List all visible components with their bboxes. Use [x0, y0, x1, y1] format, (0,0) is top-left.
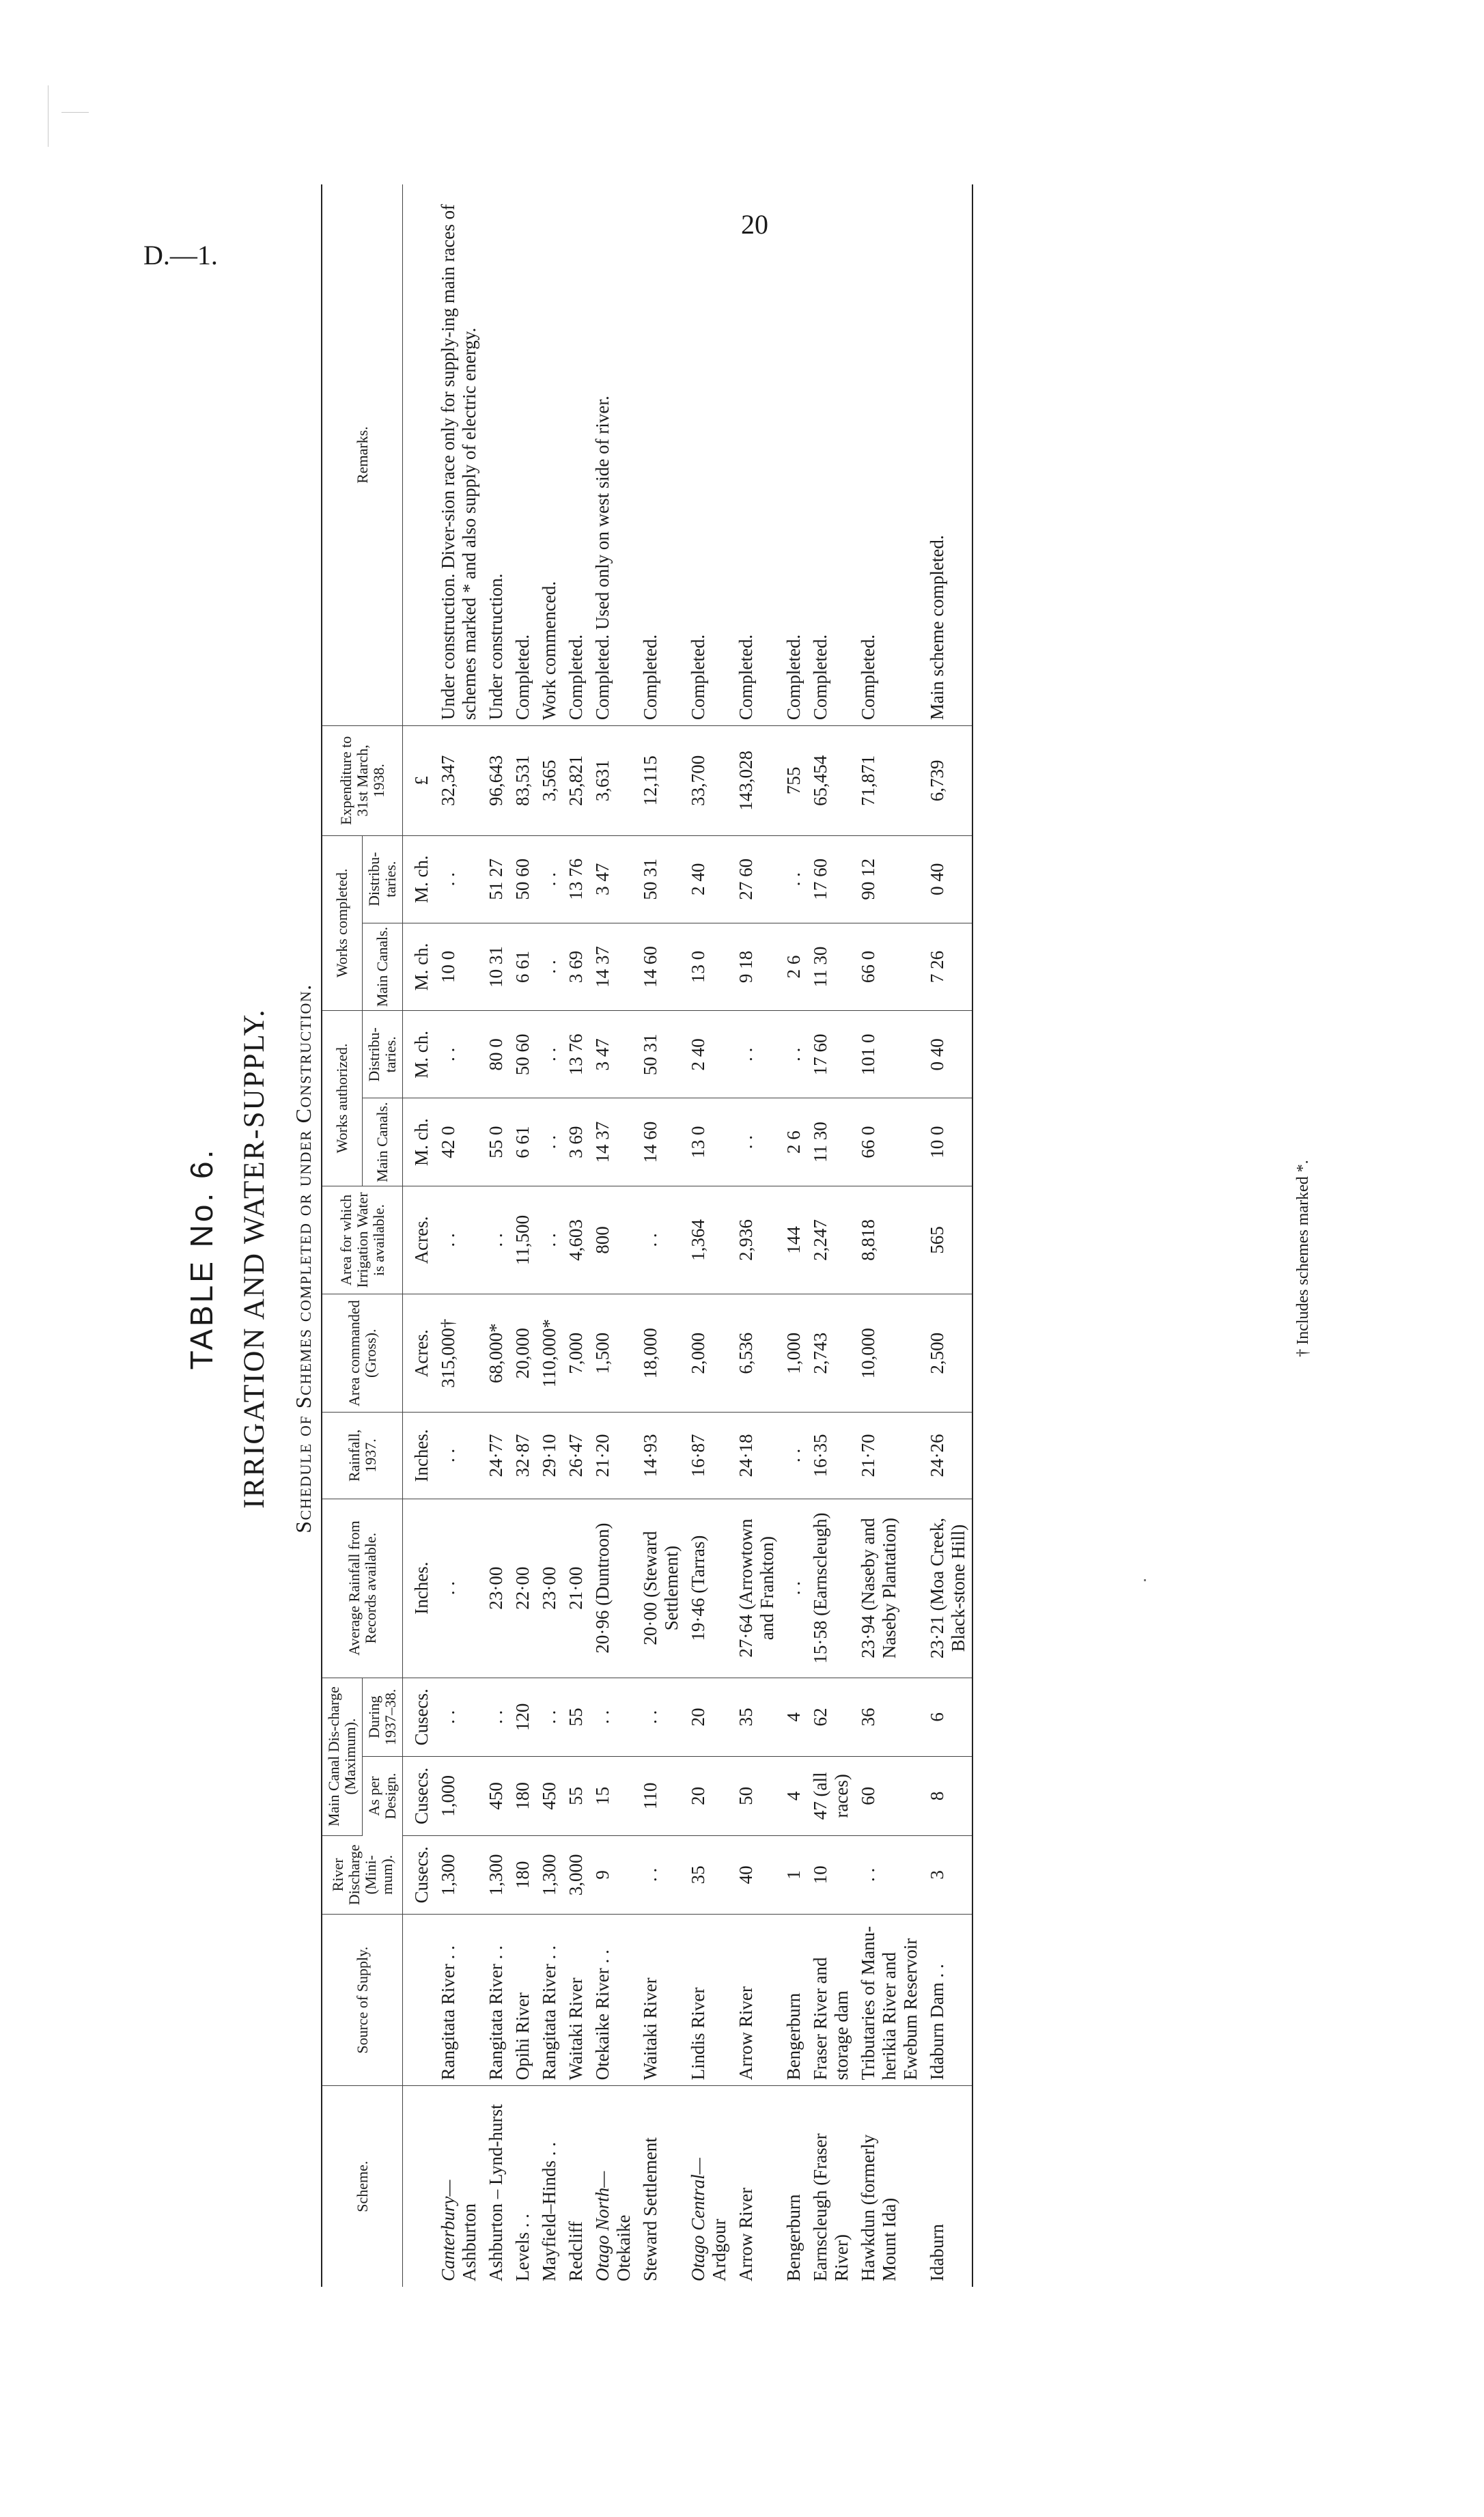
area-commanded-cell: 110,000*	[536, 1294, 563, 1413]
river-discharge-cell: 3,000	[563, 1835, 589, 1915]
remarks-cell: Completed.	[509, 184, 536, 726]
design-discharge-cell: 450	[536, 1757, 563, 1836]
during-discharge-cell: . .	[637, 1678, 685, 1757]
scheme-cell: Hawkdun (formerly Mount Ida)	[858, 2134, 899, 2281]
table-caption: Schedule of Schemes completed or under Construction.	[291, 984, 316, 1533]
table-row	[536, 184, 563, 2287]
scheme-name: Ardgour	[709, 2219, 729, 2281]
average-rainfall-cell: . .	[781, 1499, 807, 1678]
during-discharge-cell: 6	[924, 1678, 972, 1757]
river-discharge-cell: 35	[685, 1835, 733, 1915]
average-rainfall-cell: 23·00	[536, 1499, 563, 1678]
scheme-cell: Redcliff	[565, 2221, 586, 2281]
wc-distributaries-cell: 0 40	[924, 835, 972, 923]
table-row	[589, 184, 637, 2287]
design-discharge-cell: 110	[637, 1757, 685, 1836]
design-discharge-cell: 20	[685, 1757, 733, 1836]
design-discharge-cell: 1,000	[435, 1757, 483, 1836]
col-area-commanded: Area commanded (Gross).	[322, 1294, 403, 1413]
col-wa-distributaries: Distribu-taries.	[363, 1011, 403, 1098]
rainfall-1937-cell: 26·47	[563, 1413, 589, 1499]
area-commanded-cell: 2,500	[924, 1294, 972, 1413]
area-commanded-cell: 315,000†	[435, 1294, 483, 1413]
during-discharge-cell: 55	[563, 1678, 589, 1757]
design-discharge-cell: 8	[924, 1757, 972, 1836]
river-discharge-cell: 3	[924, 1835, 972, 1915]
table-row	[781, 184, 807, 2287]
col-wc-distributaries: Distribu-taries.	[363, 835, 403, 923]
unit-cell: M. ch.	[403, 835, 436, 923]
river-discharge-cell: 1,300	[536, 1835, 563, 1915]
table-row	[637, 184, 685, 2287]
col-expenditure: Expenditure to 31st March, 1938.	[322, 726, 403, 835]
area-commanded-cell: 1,500	[589, 1294, 637, 1413]
scheme-cell: Idaburn	[924, 2086, 972, 2287]
wc-main-cell: 13 0	[685, 923, 733, 1010]
during-discharge-cell: . .	[589, 1678, 637, 1757]
remarks-cell: Under construction. Diver-sion race only for supply-ing main races of schemes marked * and also supply of electric energy.	[435, 184, 483, 726]
rainfall-1937-cell: 21·20	[589, 1413, 637, 1499]
source-cell: Rangitata River . .	[483, 1915, 509, 2086]
area-commanded-cell: 10,000	[855, 1294, 924, 1413]
wc-distributaries-cell: . .	[435, 835, 483, 923]
average-rainfall-cell: 22·00	[509, 1499, 536, 1678]
table-title: TABLE No. 6.	[184, 1147, 219, 1370]
during-discharge-cell: 62	[807, 1678, 855, 1757]
remarks-cell: Completed.	[807, 184, 855, 726]
area-commanded-cell: 2,000	[685, 1294, 733, 1413]
footnote: † Includes schemes marked *.	[1294, 1160, 1312, 1357]
expenditure-cell: 3,631	[589, 726, 637, 835]
scheme-name: Ashburton	[459, 2203, 479, 2281]
wc-distributaries-cell: 50 31	[637, 835, 685, 923]
col-river-discharge: River Discharge (Mini-mum).	[322, 1835, 403, 1915]
wa-main-cell: 2 6	[781, 1098, 807, 1186]
source-cell: Opihi River	[509, 1915, 536, 2086]
rainfall-1937-cell: 24·26	[924, 1413, 972, 1499]
col-remarks: Remarks.	[322, 184, 403, 726]
scheme-name: Otekaike	[613, 2214, 634, 2281]
river-discharge-cell: 1	[781, 1835, 807, 1915]
col-wa-main-canals: Main Canals.	[363, 1098, 403, 1186]
unit-cell: Inches.	[403, 1499, 436, 1678]
wc-distributaries-cell: 90 12	[855, 835, 924, 923]
rainfall-1937-cell: 14·93	[637, 1413, 685, 1499]
expenditure-cell: 83,531	[509, 726, 536, 835]
expenditure-cell: 96,643	[483, 726, 509, 835]
area-irrigation-cell: 2,936	[733, 1186, 781, 1294]
wc-distributaries-cell: 2 40	[685, 835, 733, 923]
wa-distributaries-cell: 50 60	[509, 1011, 536, 1098]
wa-distributaries-cell: . .	[733, 1011, 781, 1098]
scheme-cell	[435, 2086, 483, 2287]
col-source: Source of Supply.	[322, 1915, 403, 2086]
wa-main-cell: 3 69	[563, 1098, 589, 1186]
wc-distributaries-cell: . .	[536, 835, 563, 923]
average-rainfall-cell: 23·21 (Moa Creek, Black-stone Hill)	[924, 1499, 972, 1678]
wa-main-cell: . .	[733, 1098, 781, 1186]
wa-main-cell: 11 30	[807, 1098, 855, 1186]
area-irrigation-cell: 2,247	[807, 1186, 855, 1294]
area-irrigation-cell: 11,500	[509, 1186, 536, 1294]
rainfall-1937-cell: 21·70	[855, 1413, 924, 1499]
remarks-cell: Under construction.	[483, 184, 509, 726]
rainfall-1937-cell: 24·77	[483, 1413, 509, 1499]
area-commanded-cell: 18,000	[637, 1294, 685, 1413]
expenditure-cell: 25,821	[563, 726, 589, 835]
unit-cell: Cusecs.	[403, 1835, 436, 1915]
scheme-cell: Mayfield–Hinds . .	[539, 2142, 559, 2281]
remarks-cell: Completed.	[685, 184, 733, 726]
design-discharge-cell: 450	[483, 1757, 509, 1836]
col-average-rainfall: Average Rainfall from Records available.	[322, 1499, 403, 1678]
river-discharge-cell: 1,300	[483, 1835, 509, 1915]
scheme-cell: Bengerburn	[783, 2194, 804, 2281]
scheme-cell	[589, 2086, 637, 2287]
scheme-cell: Steward Settlement	[640, 2137, 660, 2281]
river-discharge-cell: 180	[509, 1835, 536, 1915]
col-works-completed: Works completed.	[322, 835, 363, 1011]
wa-distributaries-cell: . .	[435, 1011, 483, 1098]
during-discharge-cell: 20	[685, 1678, 733, 1757]
region-label: Otago Central—	[688, 2158, 708, 2281]
wa-main-cell: 55 0	[483, 1098, 509, 1186]
area-irrigation-cell: . .	[536, 1186, 563, 1294]
wc-distributaries-cell: 3 47	[589, 835, 637, 923]
rainfall-1937-cell: 32·87	[509, 1413, 536, 1499]
wa-main-cell: 13 0	[685, 1098, 733, 1186]
average-rainfall-cell: 20·96 (Duntroon)	[589, 1499, 637, 1678]
col-during-1937-38: During 1937–38.	[363, 1678, 403, 1757]
expenditure-cell: 12,115	[637, 726, 685, 835]
table-row	[563, 184, 589, 2287]
table-row	[855, 184, 924, 2287]
design-discharge-cell: 47 (all races)	[807, 1757, 855, 1836]
wc-distributaries-cell: 50 60	[509, 835, 536, 923]
river-discharge-cell: 40	[733, 1835, 781, 1915]
source-cell: Rangitata River . .	[435, 1915, 483, 2086]
unit-cell: M. ch.	[403, 1011, 436, 1098]
col-scheme: Scheme.	[322, 2086, 403, 2287]
col-area-irrigation: Area for which Irrigation Water is available.	[322, 1186, 403, 1294]
average-rainfall-cell: . .	[435, 1499, 483, 1678]
table-row	[483, 184, 509, 2287]
average-rainfall-cell: 23·00	[483, 1499, 509, 1678]
wa-main-cell: 42 0	[435, 1098, 483, 1186]
col-rainfall-1937: Rainfall, 1937.	[322, 1413, 403, 1499]
table-row	[924, 184, 972, 2287]
scan-mark	[61, 112, 89, 113]
scheme-cell: Arrow River	[736, 2187, 756, 2281]
page-code: D.—1.	[143, 240, 218, 270]
wc-distributaries-cell: . .	[781, 835, 807, 923]
table-row	[807, 184, 855, 2287]
area-commanded-cell: 68,000*	[483, 1294, 509, 1413]
table-subtitle: IRRIGATION AND WATER-SUPPLY.	[238, 1008, 270, 1509]
area-irrigation-cell: 4,603	[563, 1186, 589, 1294]
wc-distributaries-cell: 13 76	[563, 835, 589, 923]
average-rainfall-cell: 15·58 (Earnscleugh)	[807, 1499, 855, 1678]
wc-main-cell: 14 37	[589, 923, 637, 1010]
wa-main-cell: 66 0	[855, 1098, 924, 1186]
remarks-cell: Completed.	[733, 184, 781, 726]
table-row	[435, 184, 483, 2287]
river-discharge-cell: . .	[855, 1835, 924, 1915]
river-discharge-cell: 1,300	[435, 1835, 483, 1915]
wa-distributaries-cell: . .	[536, 1011, 563, 1098]
remarks-cell: Completed. Used only on west side of river.	[589, 184, 637, 726]
rainfall-1937-cell: . .	[435, 1413, 483, 1499]
during-discharge-cell: . .	[536, 1678, 563, 1757]
river-discharge-cell: 10	[807, 1835, 855, 1915]
remarks-cell: Work commenced.	[536, 184, 563, 726]
scheme-cell: Levels . .	[512, 2214, 533, 2281]
wc-main-cell: 10 0	[435, 923, 483, 1010]
scheme-cell	[685, 2086, 733, 2287]
wa-distributaries-cell: 101 0	[855, 1011, 924, 1098]
expenditure-cell: 33,700	[685, 726, 733, 835]
scheme-cell: Earnscleugh (Fraser River)	[810, 2133, 852, 2281]
source-cell: Waitaki River	[563, 1915, 589, 2086]
wa-distributaries-cell: 80 0	[483, 1011, 509, 1098]
river-discharge-cell: . .	[637, 1835, 685, 1915]
col-as-per-design: As per Design.	[363, 1757, 403, 1836]
design-discharge-cell: 60	[855, 1757, 924, 1836]
source-cell: Bengerburn	[781, 1915, 807, 2086]
col-works-authorized: Works authorized.	[322, 1011, 363, 1186]
wc-main-cell: 11 30	[807, 923, 855, 1010]
wc-main-cell: 14 60	[637, 923, 685, 1010]
source-cell: Waitaki River	[637, 1915, 685, 2086]
during-discharge-cell: 35	[733, 1678, 781, 1757]
units-row	[403, 184, 436, 2287]
expenditure-cell: 32,347	[435, 726, 483, 835]
area-commanded-cell: 7,000	[563, 1294, 589, 1413]
average-rainfall-cell: 23·94 (Naseby and Naseby Plantation)	[855, 1499, 924, 1678]
source-cell: Otekaike River . .	[589, 1915, 637, 2086]
area-commanded-cell: 1,000	[781, 1294, 807, 1413]
expenditure-cell: 3,565	[536, 726, 563, 835]
table-row	[509, 184, 536, 2287]
wc-main-cell: 7 26	[924, 923, 972, 1010]
wa-distributaries-cell: 0 40	[924, 1011, 972, 1098]
during-discharge-cell: 36	[855, 1678, 924, 1757]
scan-mark	[1144, 1579, 1146, 1581]
area-irrigation-cell: 565	[924, 1186, 972, 1294]
during-discharge-cell: . .	[483, 1678, 509, 1757]
unit-cell: Cusecs.	[403, 1678, 436, 1757]
remarks-cell: Main scheme completed.	[924, 184, 972, 726]
unit-cell: £	[403, 726, 436, 835]
wa-main-cell: . .	[536, 1098, 563, 1186]
wa-distributaries-cell: 13 76	[563, 1011, 589, 1098]
wa-main-cell: 6 61	[509, 1098, 536, 1186]
source-cell: Arrow River	[733, 1915, 781, 2086]
area-irrigation-cell: . .	[637, 1186, 685, 1294]
wa-main-cell: 14 60	[637, 1098, 685, 1186]
scheme-cell: Ashburton – Lynd-hurst	[486, 2104, 506, 2281]
wa-distributaries-cell: 2 40	[685, 1011, 733, 1098]
rainfall-1937-cell: 16·35	[807, 1413, 855, 1499]
design-discharge-cell: 50	[733, 1757, 781, 1836]
expenditure-cell: 143,028	[733, 726, 781, 835]
unit-cell: M. ch.	[403, 923, 436, 1010]
region-label: Otago North—	[592, 2171, 613, 2281]
design-discharge-cell: 4	[781, 1757, 807, 1836]
wc-main-cell: 6 61	[509, 923, 536, 1010]
source-cell: Fraser River and storage dam	[807, 1915, 855, 2086]
table-row	[733, 184, 781, 2287]
area-irrigation-cell: 144	[781, 1186, 807, 1294]
design-discharge-cell: 55	[563, 1757, 589, 1836]
remarks-cell: Completed.	[563, 184, 589, 726]
average-rainfall-cell: 21·00	[563, 1499, 589, 1678]
wc-main-cell: 9 18	[733, 923, 781, 1010]
area-irrigation-cell: . .	[483, 1186, 509, 1294]
source-cell: Lindis River	[685, 1915, 733, 2086]
schedule-table	[321, 184, 973, 2287]
unit-cell: Acres.	[403, 1294, 436, 1413]
expenditure-cell: 755	[781, 726, 807, 835]
header-row	[322, 184, 363, 2287]
rainfall-1937-cell: 24·18	[733, 1413, 781, 1499]
rainfall-1937-cell: . .	[781, 1413, 807, 1499]
during-discharge-cell: 4	[781, 1678, 807, 1757]
wa-main-cell: 14 37	[589, 1098, 637, 1186]
source-cell: Tributaries of Manu-herikia River and Ewebum Reservoir	[855, 1915, 924, 2086]
wa-main-cell: 10 0	[924, 1098, 972, 1186]
average-rainfall-cell: 27·64 (Arrowtown and Frankton)	[733, 1499, 781, 1678]
wc-main-cell: 66 0	[855, 923, 924, 1010]
average-rainfall-cell: 19·46 (Tarras)	[685, 1499, 733, 1678]
wa-distributaries-cell: 50 31	[637, 1011, 685, 1098]
wc-distributaries-cell: 27 60	[733, 835, 781, 923]
area-irrigation-cell: . .	[435, 1186, 483, 1294]
region-label: Canterbury—	[438, 2180, 458, 2281]
wc-main-cell: 10 31	[483, 923, 509, 1010]
unit-cell: M. ch.	[403, 1098, 436, 1186]
wa-distributaries-cell: 3 47	[589, 1011, 637, 1098]
average-rainfall-cell: 20·00 (Steward Settlement)	[637, 1499, 685, 1678]
unit-cell: Cusecs.	[403, 1757, 436, 1836]
wc-distributaries-cell: 51 27	[483, 835, 509, 923]
area-commanded-cell: 20,000	[509, 1294, 536, 1413]
wc-main-cell: 3 69	[563, 923, 589, 1010]
design-discharge-cell: 15	[589, 1757, 637, 1836]
wc-main-cell: . .	[536, 923, 563, 1010]
during-discharge-cell: . .	[435, 1678, 483, 1757]
expenditure-cell: 6,739	[924, 726, 972, 835]
rainfall-1937-cell: 29·10	[536, 1413, 563, 1499]
area-commanded-cell: 2,743	[807, 1294, 855, 1413]
col-main-canal-discharge: Main Canal Dis-charge (Maximum).	[322, 1678, 363, 1835]
expenditure-cell: 65,454	[807, 726, 855, 835]
area-irrigation-cell: 1,364	[685, 1186, 733, 1294]
remarks-cell: Completed.	[637, 184, 685, 726]
remarks-cell: Completed.	[855, 184, 924, 726]
page-number: 20	[741, 209, 768, 240]
during-discharge-cell: 120	[509, 1678, 536, 1757]
rainfall-1937-cell: 16·87	[685, 1413, 733, 1499]
table-row	[685, 184, 733, 2287]
area-irrigation-cell: 800	[589, 1186, 637, 1294]
unit-cell: Inches.	[403, 1413, 436, 1499]
wc-distributaries-cell: 17 60	[807, 835, 855, 923]
river-discharge-cell: 9	[589, 1835, 637, 1915]
design-discharge-cell: 180	[509, 1757, 536, 1836]
expenditure-cell: 71,871	[855, 726, 924, 835]
area-irrigation-cell: 8,818	[855, 1186, 924, 1294]
wa-distributaries-cell: 17 60	[807, 1011, 855, 1098]
col-wc-main-canals: Main Canals.	[363, 923, 403, 1010]
source-cell: Idaburn Dam . .	[924, 1915, 972, 2086]
wc-main-cell: 2 6	[781, 923, 807, 1010]
source-cell: Rangitata River . .	[536, 1915, 563, 2086]
area-commanded-cell: 6,536	[733, 1294, 781, 1413]
unit-cell: Acres.	[403, 1186, 436, 1294]
wa-distributaries-cell: . .	[781, 1011, 807, 1098]
remarks-cell: Completed.	[781, 184, 807, 726]
